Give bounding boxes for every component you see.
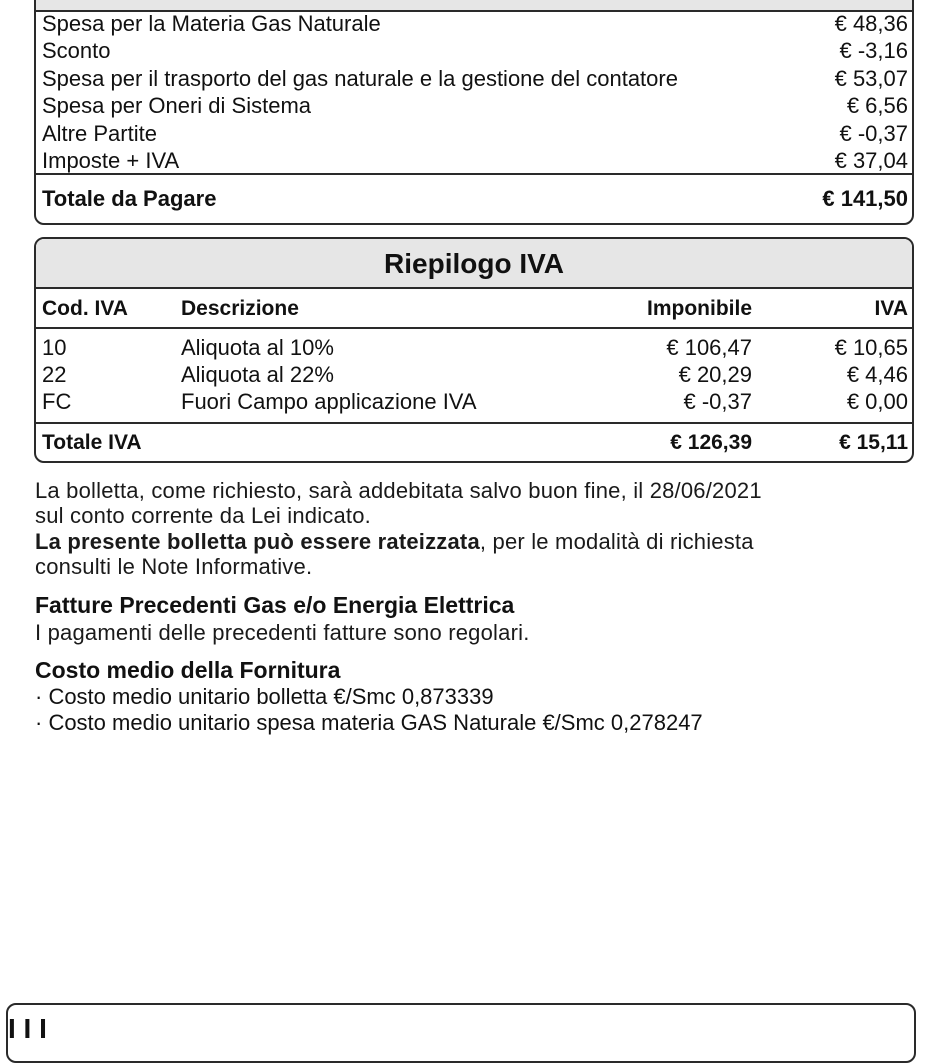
total-value: € 141,50: [822, 186, 908, 211]
installment-line-2: consulti le Note Informative.: [35, 554, 313, 579]
debit-line-1: La bolletta, come richiesto, sarà addebitata salvo buon fine, il 28/06/2021: [35, 478, 762, 503]
summary-row: [42, 120, 908, 148]
summary-row-value: € -3,16: [839, 38, 908, 63]
summary-total-row: [36, 173, 912, 223]
previous-invoices-text: I pagamenti delle precedenti fatture sono regolari.: [35, 620, 530, 645]
header-iva: IVA: [874, 297, 908, 320]
iva-summary-box: [34, 237, 914, 463]
iva-column-headers: [36, 289, 912, 329]
iva-description: Fuori Campo applicazione IVA: [181, 389, 477, 414]
iva-description: Aliquota al 10%: [181, 335, 334, 360]
iva-imponibile: € -0,37: [683, 389, 752, 414]
installment-note: [35, 529, 920, 579]
previous-invoices-heading: Fatture Precedenti Gas e/o Energia Elettrica: [35, 592, 515, 618]
summary-row-value: € 37,04: [834, 148, 908, 173]
iva-total-amount: € 15,11: [839, 431, 908, 454]
summary-row-label: Imposte + IVA: [42, 148, 180, 173]
debit-note: [35, 478, 920, 528]
iva-row: [36, 361, 912, 389]
summary-row-value: € 6,56: [846, 93, 908, 118]
installment-rest: , per le modalità di richiesta: [479, 529, 754, 554]
summary-row-label: Spesa per il trasporto del gas naturale e la gestione del contatore: [42, 66, 678, 91]
summary-row-value: € 53,07: [834, 66, 908, 91]
installment-bold: La presente bolletta può essere rateizzata: [35, 529, 480, 554]
iva-imponibile: € 20,29: [678, 362, 752, 387]
average-cost-item: · Costo medio unitario spesa materia GAS Naturale €/Smc 0,278247: [35, 710, 703, 735]
iva-total-row: [36, 422, 912, 461]
summary-row-value: € 48,36: [834, 11, 908, 36]
iva-title: Riepilogo IVA: [36, 239, 912, 289]
summary-row: [42, 65, 908, 93]
iva-amount: € 4,46: [846, 362, 908, 387]
iva-row: [36, 388, 912, 416]
summary-row: [42, 147, 908, 175]
iva-amount: € 10,65: [834, 335, 908, 360]
iva-total-imponibile: € 126,39: [670, 431, 752, 454]
next-section-box: [6, 1003, 916, 1063]
iva-imponibile: € 106,47: [666, 335, 752, 360]
summary-row-label: Spesa per la Materia Gas Naturale: [42, 11, 381, 36]
summary-row: [42, 37, 908, 65]
summary-row-value: € -0,37: [839, 121, 908, 146]
header-cod-iva: Cod. IVA: [42, 297, 128, 320]
iva-total-label: Totale IVA: [42, 431, 142, 454]
summary-row: [42, 92, 908, 120]
installment-line-1: [35, 529, 920, 554]
average-cost-item: · Costo medio unitario bolletta €/Smc 0,873339: [35, 684, 494, 709]
iva-amount: € 0,00: [846, 389, 908, 414]
iva-description: Aliquota al 22%: [181, 362, 334, 387]
bill-summary-box: [34, 0, 914, 225]
debit-line-2: sul conto corrente da Lei indicato.: [35, 503, 371, 528]
header-descrizione: Descrizione: [181, 297, 299, 320]
next-section-title-fragment: I I I: [8, 1013, 47, 1044]
total-label: Totale da Pagare: [42, 186, 217, 211]
iva-code: FC: [42, 389, 72, 414]
summary-row-label: Spesa per Oneri di Sistema: [42, 93, 312, 118]
summary-row-label: Altre Partite: [42, 121, 157, 146]
summary-row-label: Sconto: [42, 38, 111, 63]
header-imponibile: Imponibile: [647, 297, 752, 320]
iva-code: 10: [42, 335, 67, 360]
average-cost-heading: Costo medio della Fornitura: [35, 657, 341, 683]
iva-code: 22: [42, 362, 67, 387]
summary-rows: [36, 10, 912, 173]
summary-row: [42, 10, 908, 38]
iva-row: [36, 334, 912, 362]
